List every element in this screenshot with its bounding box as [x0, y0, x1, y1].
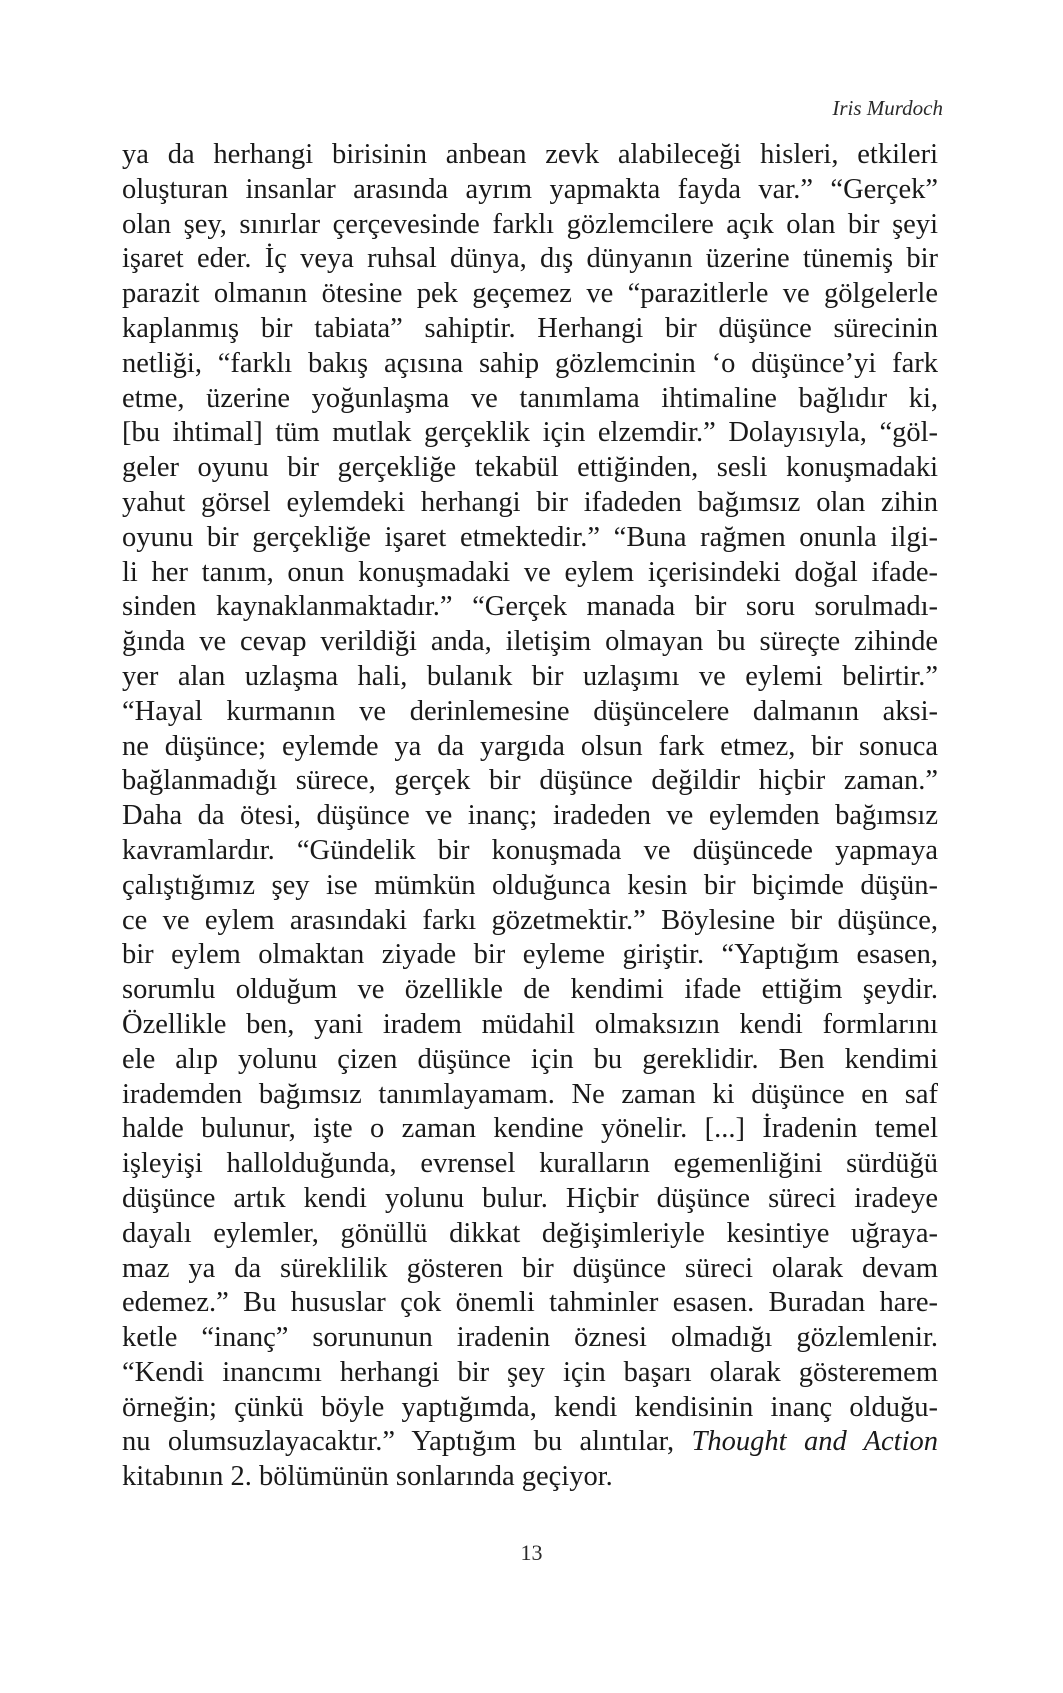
text-line: geler oyunu bir gerçekliğe tekabül ettiğinden, sesli konuşmadaki [122, 452, 938, 484]
text-line: ne düşünce; eylemde ya da yargıda olsun fark etmez, bir sonuca [122, 730, 938, 762]
text-line: sinden kaynaklanmaktadır.” “Gerçek manada bir soru sorulmadı- [122, 591, 938, 623]
book-title: Thought and Action [691, 1426, 938, 1458]
text-line: kavramlardır. “Gündelik bir konuşmada ve düşüncede yapmaya [122, 834, 938, 866]
text-line: kaplanmış bir tabiata” sahiptir. Herhangi bir düşünce sürecinin [122, 312, 938, 344]
text-line-last: kitabının 2. bölümünün sonlarında geçiyor. [122, 1461, 613, 1493]
text-line: ce ve eylem arasındaki farkı gözetmektir.” Böylesine bir düşünce, [122, 904, 938, 936]
text-line: ya da herhangi birisinin anbean zevk alabileceği hisleri, etkileri [122, 139, 938, 170]
text-line: etme, üzerine yoğunlaşma ve tanımlama ihtimaline bağlıdır ki, [122, 382, 938, 414]
text-line: Daha da ötesi, düşünce ve inanç; iradeden ve eylemden bağımsız [122, 800, 938, 832]
text-line-prefix: nu olumsuzlayacaktır.” Yaptığım bu alıntılar, [122, 1426, 692, 1458]
body-text [122, 138, 938, 1495]
text-line: yer alan uzlaşma hali, bulanık bir uzlaşımı ve eylemi belirtir.” [122, 660, 938, 692]
text-line: dayalı eylemler, gönüllü dikkat değişimleriyle kesintiye uğraya- [122, 1217, 938, 1249]
text-line: işleyişi hallolduğunda, evrensel kuralların egemenliğini sürdüğü [122, 1148, 938, 1180]
running-head: Iris Murdoch [832, 96, 943, 120]
text-line: olan şey, sınırlar çerçevesinde farklı gözlemcilere açık olan bir şeyi [122, 208, 938, 240]
text-line: bir eylem olmaktan ziyade bir eyleme giriştir. “Yaptığım esasen, [122, 939, 938, 971]
text-line: oluşturan insanlar arasında ayrım yapmakta fayda var.” “Gerçek” [122, 173, 938, 205]
text-line: örneğin; çünkü böyle yaptığımda, kendi kendisinin inanç olduğu- [122, 1391, 938, 1423]
text-line: halde bulunur, işte o zaman kendine yönelir. [...] İradenin temel [122, 1113, 938, 1145]
text-line: ketle “inanç” sorununun iradenin öznesi olmadığı gözlemlenir. [122, 1322, 938, 1354]
text-line: ğında ve cevap verildiği anda, iletişim olmayan bu süreçte zihinde [122, 626, 938, 658]
page-number: 13 [520, 1540, 543, 1565]
text-line: ele alıp yolunu çizen düşünce için bu gereklidir. Ben kendimi [122, 1043, 938, 1075]
text-line: düşünce artık kendi yolunu bulur. Hiçbir düşünce süreci iradeye [122, 1182, 938, 1214]
text-line: li her tanım, onun konuşmadaki ve eylem içerisindeki doğal ifade- [122, 556, 938, 588]
text-line: bağlanmadığı sürece, gerçek bir düşünce değildir hiçbir zaman.” [122, 765, 938, 797]
text-line-with-title [122, 1425, 938, 1460]
text-line: “Kendi inancımı herhangi bir şey için başarı olarak gösteremem [122, 1356, 938, 1388]
text-line: parazit olmanın ötesine pek geçemez ve “parazitlerle ve gölgelerle [122, 278, 938, 310]
text-line: oyunu bir gerçekliğe işaret etmektedir.” “Buna rağmen onunla ilgi- [122, 521, 938, 553]
text-line: yahut görsel eylemdeki herhangi bir ifadeden bağımsız olan zihin [122, 486, 938, 518]
text-line: netliği, “farklı bakış açısına sahip gözlemcinin ‘o düşünce’yi fark [122, 347, 938, 379]
text-line: edemez.” Bu hususlar çok önemli tahminler esasen. Buradan hare- [122, 1287, 938, 1319]
text-line: irademden bağımsız tanımlayamam. Ne zaman ki düşünce en saf [122, 1078, 938, 1110]
text-line: çalıştığımız şey ise mümkün olduğunca kesin bir biçimde düşün- [122, 869, 938, 901]
text-line: maz ya da süreklilik gösteren bir düşünce süreci olarak devam [122, 1252, 938, 1284]
text-line: “Hayal kurmanın ve derinlemesine düşüncelere dalmanın aksi- [122, 695, 938, 727]
text-line: işaret eder. İç veya ruhsal dünya, dış dünyanın üzerine tünemiş bir [122, 243, 938, 275]
text-line: [bu ihtimal] tüm mutlak gerçeklik için elzemdir.” Dolayısıyla, “göl- [122, 417, 938, 449]
text-line: sorumlu olduğum ve özellikle de kendimi ifade ettiğim şeydir. [122, 974, 938, 1006]
text-line: Özellikle ben, yani iradem müdahil olmaksızın kendi formlarını [122, 1008, 938, 1040]
